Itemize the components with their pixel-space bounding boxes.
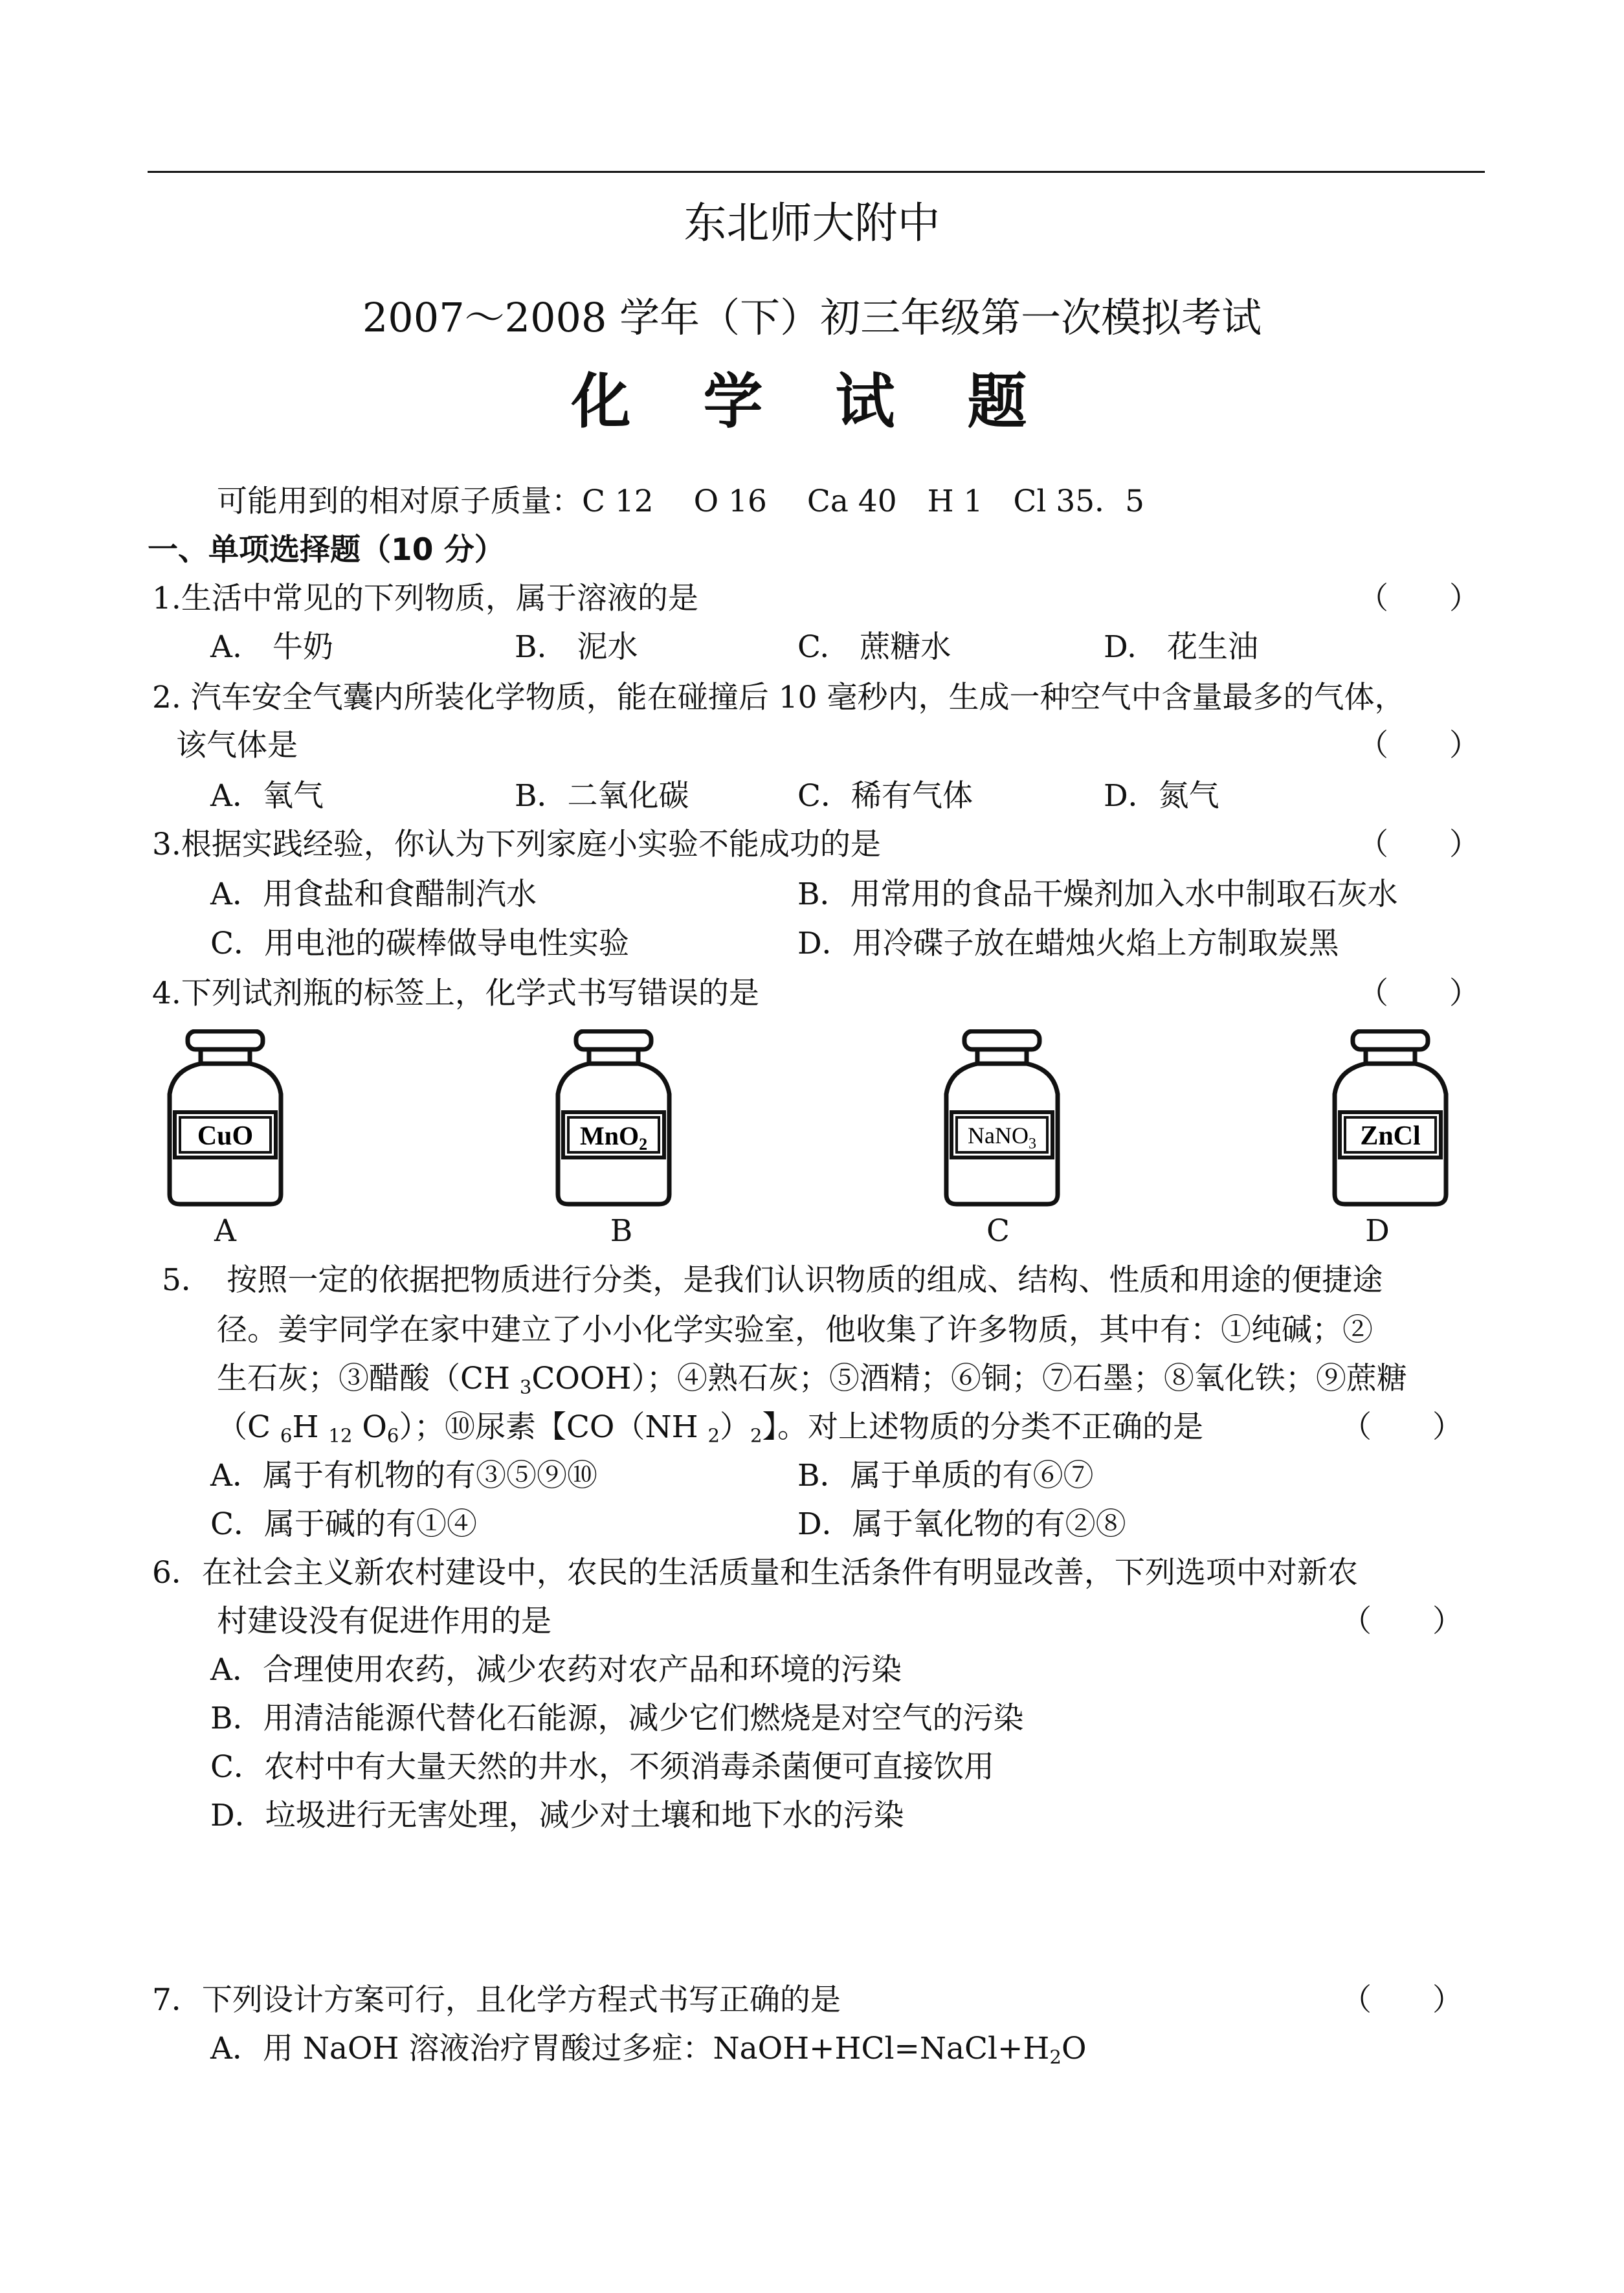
q3-stem: 3.根据实践经验，你认为下列家庭小实验不能成功的是: [152, 827, 881, 862]
q2-stem-line2: 该气体是: [176, 728, 298, 763]
q5-line1: 5． 按照一定的依据把物质进行分类，是我们认识物质的组成、结构、性质和用途的便捷途: [162, 1262, 1383, 1298]
q1-option-b: B. 泥水: [515, 629, 638, 665]
bottle-b-formula: MnO: [579, 1121, 640, 1150]
q2-stem-line1: 2. 汽车安全气囊内所装化学物质，能在碰撞后 10 毫秒内，生成一种空气中含量最多的气体，: [152, 680, 1405, 715]
bottle-icon: [549, 1029, 678, 1211]
svg-text:MnO2: [580, 1121, 647, 1154]
q6-answer-blank: （ ）: [1341, 1604, 1463, 1639]
q1-option-c: C. 蔗糖水: [797, 629, 951, 665]
bottle-label-a: A: [214, 1213, 236, 1249]
bottle-label-d: D: [1365, 1213, 1390, 1249]
section-title: 一、单项选择题（10 分）: [148, 532, 505, 568]
q3-answer-blank: （ ）: [1358, 827, 1480, 862]
q1-stem: 1.生活中常见的下列物质，属于溶液的是: [152, 581, 698, 616]
q6-line1: 6．在社会主义新农村建设中，农民的生活质量和生活条件有明显改善，下列选项中对新农: [152, 1555, 1358, 1591]
bottle-label-b: B: [610, 1213, 633, 1249]
q7-stem: 7．下列设计方案可行，且化学方程式书写正确的是: [152, 1982, 841, 2018]
q2-option-a: A．氧气: [210, 778, 324, 814]
q3-option-c: C．用电池的碳棒做导电性实验: [210, 926, 629, 961]
page-title: 化 学 试 题: [571, 366, 1053, 436]
top-rule: [148, 171, 1485, 173]
q6-option-d: D．垃圾进行无害处理，减少对土壤和地下水的污染: [210, 1798, 904, 1833]
reagent-bottle-b: [549, 1029, 678, 1211]
reagent-bottle-d: [1326, 1029, 1455, 1211]
q7-option-a: A．用 NaOH 溶液治疗胃酸过多症：$NaOH+HCl=NaCl+H_2O$: [210, 2031, 1087, 2068]
svg-text:CuO: [197, 1121, 253, 1151]
q4-stem: 4.下列试剂瓶的标签上，化学式书写错误的是: [152, 976, 759, 1011]
bottle-a-formula: CuO: [197, 1121, 254, 1151]
q3-option-d: D．用冷碟子放在蜡烛火焰上方制取炭黑: [797, 926, 1339, 961]
bottle-icon: [937, 1029, 1067, 1211]
bottle-c-subscript: 3: [1028, 1135, 1036, 1152]
q1-answer-blank: （ ）: [1358, 581, 1480, 616]
q2-option-d: D．氮气: [1104, 778, 1219, 814]
svg-text:ZnCl: [1360, 1121, 1420, 1151]
bottle-icon: [161, 1029, 290, 1211]
q5-option-d: D．属于氧化物的有②⑧: [797, 1506, 1126, 1542]
q5-option-b: B．属于单质的有⑥⑦: [797, 1458, 1094, 1493]
q1-option-d: D. 花生油: [1104, 629, 1258, 665]
q5-line2: 径。姜宇同学在家中建立了小小化学实验室，他收集了许多物质，其中有：①纯碱；②: [217, 1312, 1373, 1348]
q5-option-a: A．属于有机物的有③⑤⑨⑩: [210, 1458, 597, 1493]
school-name: 东北师大附中: [684, 198, 940, 248]
q4-answer-blank: （ ）: [1358, 976, 1480, 1011]
reagent-bottle-c: [937, 1029, 1067, 1211]
bottle-b-subscript: 2: [639, 1135, 648, 1154]
q2-option-c: C．稀有气体: [797, 778, 973, 814]
q7-answer-blank: （ ）: [1341, 1982, 1463, 2018]
q6-option-b: B．用清洁能源代替化石能源，减少它们燃烧是对空气的污染: [210, 1701, 1024, 1736]
reagent-bottle-a: [161, 1029, 290, 1211]
svg-text:NaNO3: [968, 1123, 1036, 1152]
q2-option-b: B．二氧化碳: [515, 778, 689, 814]
bottle-d-formula: ZnCl: [1360, 1121, 1421, 1151]
q2-answer-blank: （ ）: [1358, 728, 1480, 763]
q5-line4: （C $_6$H $_{12}$ $O_6$）；⑩尿素【CO（NH $_2)_2$】。对上述物质的分类不正确的是: [217, 1409, 1204, 1447]
bottle-label-c: C: [986, 1213, 1010, 1249]
q6-option-c: C．农村中有大量天然的井水，不须消毒杀菌便可直接饮用: [210, 1749, 994, 1785]
bottle-c-formula: NaNO: [968, 1123, 1029, 1148]
exam-term: 2007～2008 学年（下）初三年级第一次模拟考试: [362, 294, 1262, 341]
q3-option-b: B．用常用的食品干燥剂加入水中制取石灰水: [797, 877, 1398, 912]
q5-line3: 生石灰；③醋酸（CH $_3$COOH）；④熟石灰；⑤酒精；⑥铜；⑦石墨；⑧氧化铁；⑨蔗糖: [217, 1361, 1407, 1398]
q5-option-c: C．属于碱的有①④: [210, 1506, 477, 1542]
q6-option-a: A．合理使用农药，减少农药对农产品和环境的污染: [210, 1652, 902, 1688]
q1-option-a: A. 牛奶: [210, 629, 333, 665]
atomic-masses: 可能用到的相对原子质量：C 12 O 16 Ca 40 H 1 Cl 35．5: [217, 484, 1145, 519]
q6-line2: 村建设没有促进作用的是: [217, 1604, 551, 1639]
q5-answer-blank: （ ）: [1341, 1409, 1463, 1445]
q3-option-a: A．用食盐和食醋制汽水: [210, 877, 537, 912]
bottle-icon: [1326, 1029, 1455, 1211]
